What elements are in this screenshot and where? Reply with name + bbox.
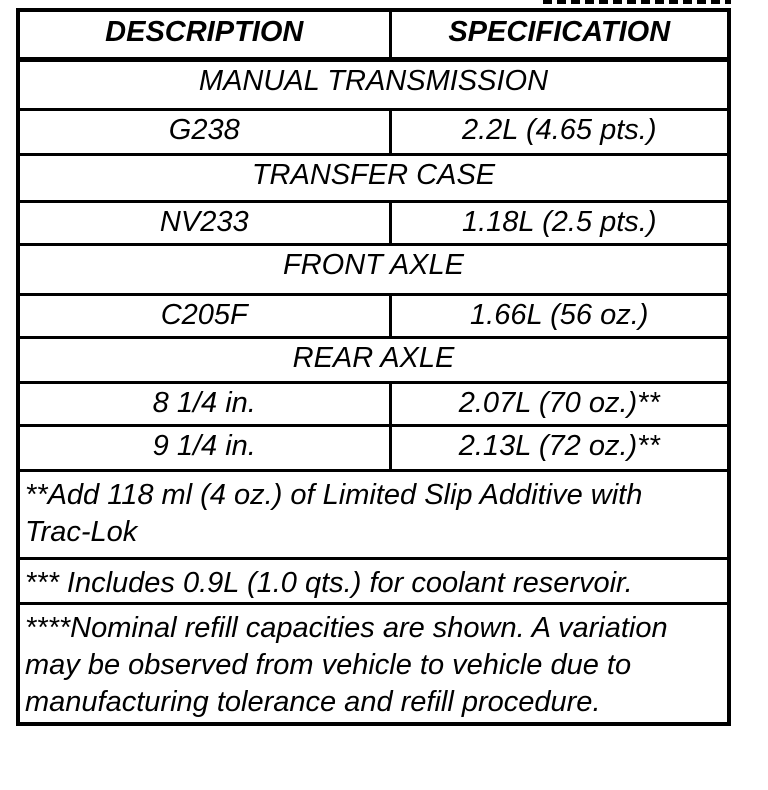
col-header-description: DESCRIPTION xyxy=(18,10,390,60)
footnote-text xyxy=(18,604,729,724)
section-row-manual-transmission xyxy=(18,60,729,110)
clipped-reference-code-fragment xyxy=(543,0,731,4)
fluid-capacities-table xyxy=(16,8,731,726)
table-row-g238 xyxy=(18,110,729,155)
footnote-line: ****Nominal refill capacities are shown. A variation xyxy=(25,612,668,644)
specification-cell: 2.07L (70 oz.)** xyxy=(390,383,729,426)
footnote-line: may be observed from vehicle to vehicle due to xyxy=(25,649,632,681)
footnote-row-nominal-refill xyxy=(18,604,729,724)
footnote-line: *** Includes 0.9L (1.0 qts.) for coolant reservoir. xyxy=(25,567,633,599)
col-header-specification: SPECIFICATION xyxy=(390,10,729,60)
footnote-text xyxy=(18,471,729,559)
footnote-line: Trac-Lok xyxy=(25,516,138,548)
description-cell: NV233 xyxy=(18,202,390,245)
description-cell: 9 1/4 in. xyxy=(18,426,390,471)
section-row-rear-axle xyxy=(18,338,729,383)
description-cell: G238 xyxy=(18,110,390,155)
footnote-row-coolant-reservoir xyxy=(18,559,729,604)
section-label: MANUAL TRANSMISSION xyxy=(18,60,729,110)
description-cell: C205F xyxy=(18,295,390,338)
footnote-line: manufacturing tolerance and refill procedure. xyxy=(25,686,601,718)
table-header-row xyxy=(18,10,729,60)
table-row-9-quarter-axle xyxy=(18,426,729,471)
description-cell: 8 1/4 in. xyxy=(18,383,390,426)
section-label: FRONT AXLE xyxy=(18,245,729,295)
footnote-line: **Add 118 ml (4 oz.) of Limited Slip Additive with xyxy=(25,479,643,511)
footnote-row-limited-slip-additive xyxy=(18,471,729,559)
specification-cell: 1.18L (2.5 pts.) xyxy=(390,202,729,245)
section-row-transfer-case xyxy=(18,155,729,202)
footnote-text xyxy=(18,559,729,604)
table-row-8-quarter-axle xyxy=(18,383,729,426)
table-row-nv233 xyxy=(18,202,729,245)
specification-cell: 1.66L (56 oz.) xyxy=(390,295,729,338)
specification-cell: 2.2L (4.65 pts.) xyxy=(390,110,729,155)
section-row-front-axle xyxy=(18,245,729,295)
section-label: TRANSFER CASE xyxy=(18,155,729,202)
specification-cell: 2.13L (72 oz.)** xyxy=(390,426,729,471)
table-row-c205f xyxy=(18,295,729,338)
section-label: REAR AXLE xyxy=(18,338,729,383)
